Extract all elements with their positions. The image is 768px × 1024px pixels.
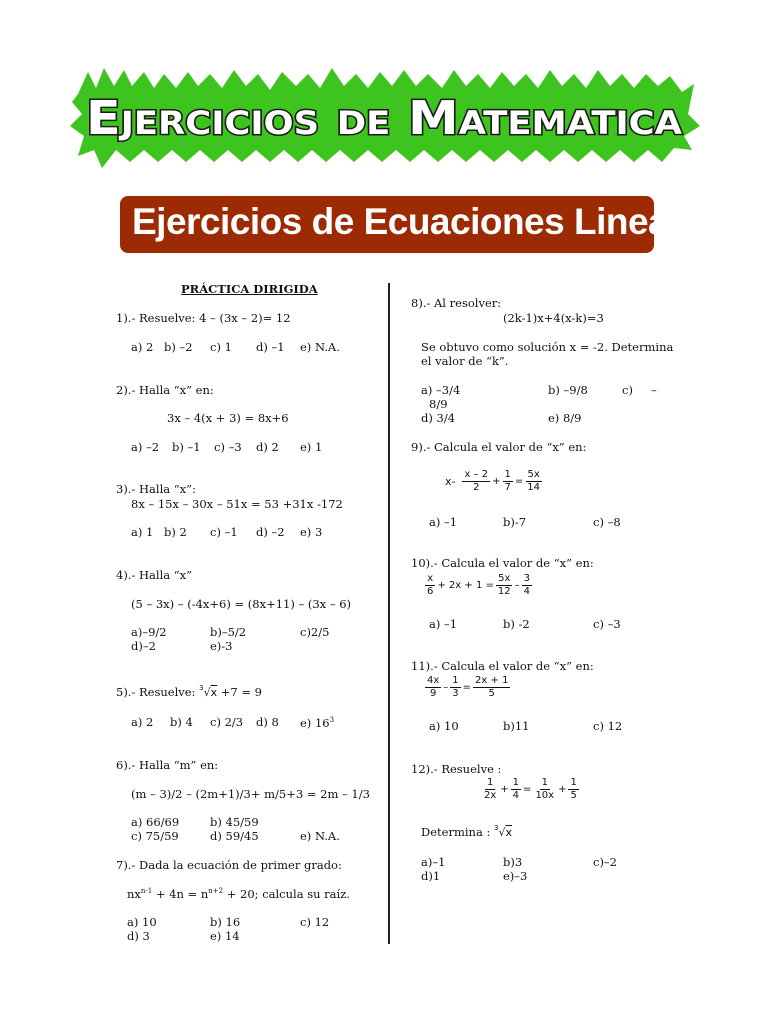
option-11c: c) 12 [593,719,623,733]
frac-denominator: 5 [488,687,495,699]
option-6b: b) 45/59 [210,815,259,829]
determina-line [421,826,512,840]
option-4a: a)–9/2 [131,625,167,639]
frac-denominator: 2 [473,481,480,493]
option-7b: b) 16 [210,915,241,929]
option-9c: c) –8 [593,515,621,529]
frac-denominator: 14 [527,481,541,493]
option-3e: e) 3 [300,525,323,539]
option-2d: d) 2 [256,440,279,454]
question-2: 2).- Halla “x” en: [116,383,214,397]
cube-root: $^3$√x [199,684,218,699]
frac-numerator: 1 [570,777,577,788]
frac-denominator: 10x [535,789,555,801]
frac-denominator: 6 [427,585,434,597]
option-2a: a) –2 [131,440,160,454]
eq11-frac-1 [425,675,441,699]
frac-denominator: 2x [484,789,497,801]
frac-numerator: 3 [523,573,530,584]
option-8c: c) [622,383,633,397]
option-8e: e) 8/9 [548,411,582,425]
option-7a: a) 10 [127,915,157,929]
option-12c: c)–2 [593,855,617,869]
frac-denominator: 9 [429,687,437,699]
option-3d: d) –2 [256,525,285,539]
option-10b: b) -2 [503,617,530,631]
equation-6: (m – 3)/2 – (2m+1)/3+ m/5+3 = 2m – 1/3 [131,787,370,801]
radicand: x [505,826,512,839]
equation-2: 3x – 4(x + 3) = 8x+6 [167,411,289,425]
question-5-tail: +7 = 9 [220,685,262,699]
root-index: 3 [493,824,499,832]
option-3c: c) –1 [210,525,238,539]
option-6e: e) N.A. [300,829,340,843]
question-7: 7).- Dada la ecuación de primer grado: [116,858,342,872]
option-8a: a) –3/4 [421,383,461,397]
frac-numerator: 5x [527,469,540,480]
column-divider [388,283,390,944]
eq7-exp-2: n+2 [208,887,224,895]
frac-numerator: 2x + 1 [475,675,509,686]
option-2c: c) –3 [214,440,242,454]
option-1d: d) –1 [256,340,285,354]
eq10-frac-2 [496,573,513,597]
option-5e [300,716,334,731]
option-12d: d)1 [421,869,441,883]
option-4e: e)-3 [210,639,233,653]
eq10-frac-3 [522,573,532,597]
eq11-frac-2 [450,675,460,699]
section-heading: PRÁCTICA DIRIGIDA [181,282,318,296]
eq11-minus: – [443,681,449,693]
question-10: 10).- Calcula el valor de “x” en: [411,556,594,570]
frac-numerator: 4x [427,675,440,686]
option-11b: b)11 [503,719,530,733]
eq7-exp-1: n-1 [140,887,153,895]
question-8: 8).- Al resolver: [411,296,502,310]
eq10-frac-1 [425,573,435,597]
frac-denominator: 4 [512,789,520,801]
option-2e: e) 1 [300,440,323,454]
option-5b: b) 4 [170,715,193,729]
text-8-line1: Se obtuvo como solución x = -2. Determina [421,340,674,354]
option-10a: a) –1 [429,617,458,631]
question-3: 3).- Halla “x”: [116,482,196,496]
eq7-part-b: + 4n = n [152,886,209,901]
logo-banner [64,64,704,174]
question-11: 11).- Calcula el valor de “x” en: [411,659,594,673]
option-9a: a) –1 [429,515,458,529]
eq11-equals: = [462,681,472,693]
eq12-plus-2: + [558,783,567,795]
option-4b: b)–5/2 [210,625,247,639]
option-7d: d) 3 [127,929,150,943]
frac-numerator: 1 [541,777,548,788]
frac-denominator: 12 [497,585,511,597]
option-12a: a)–1 [421,855,446,869]
option-1e: e) N.A. [300,340,340,354]
option-4d: d)–2 [131,639,156,653]
option-6c: c) 75/59 [131,829,179,843]
eq12-frac-2 [511,777,521,801]
option-8c-sign: – [651,383,657,397]
frac-numerator: x – 2 [464,469,489,480]
option-9b: b)-7 [503,515,527,529]
logo-text: Ejercicios de Matematica [86,91,683,145]
frac-denominator: 5 [570,789,577,801]
question-5-label: 5).- Resuelve: [116,685,196,699]
eq9-lead: x- [445,474,456,488]
eq11-frac-3 [473,675,510,699]
question-5 [116,686,262,700]
frac-denominator: 3 [452,687,459,699]
eq9-equals: = [514,475,524,487]
eq10-middle: + 2x + 1 = [437,579,494,591]
question-12: 12).- Resuelve : [411,762,502,776]
frac-numerator: 1 [512,777,520,788]
option-5d: d) 8 [256,715,279,729]
question-6: 6).- Halla “m” en: [116,758,219,772]
option-11a: a) 10 [429,719,459,733]
equation-4: (5 – 3x) – (-4x+6) = (8x+11) – (3x – 6) [131,597,352,611]
equation-11 [424,675,511,699]
option-12e: e)–3 [503,869,528,883]
option-6a: a) 66/69 [131,815,180,829]
equation-8: (2k-1)x+4(x-k)=3 [503,311,604,325]
question-1: 1).- Resuelve: 4 – (3x – 2)= 12 [116,311,291,325]
option-8b: b) –9/8 [548,383,588,397]
frac-numerator: 1 [486,777,494,788]
frac-denominator: 7 [504,481,511,493]
eq12-plus-1: + [500,783,509,795]
question-9: 9).- Calcula el valor de “x” en: [411,440,587,454]
frac-numerator: 1 [504,469,511,480]
question-4: 4).- Halla “x” [116,568,192,582]
frac-numerator: x [427,573,434,584]
equation-9 [444,469,543,493]
text-8-line2: el valor de “k”. [421,354,509,368]
option-7c: c) 12 [300,915,330,929]
equation-7 [127,887,350,902]
option-5c: c) 2/3 [210,715,244,729]
option-10c: c) –3 [593,617,621,631]
option-8d: d) 3/4 [421,411,456,425]
option-12b: b)3 [503,855,523,869]
eq9-frac-3 [525,469,542,493]
equation-10 [424,573,533,597]
option-1c: c) 1 [210,340,232,354]
eq7-part-c: + 20; calcula su raíz. [223,886,350,901]
eq10-minus: – [514,579,520,591]
option-3a: a) 1 [131,525,154,539]
option-4c: c)2/5 [300,625,330,639]
option-8c-value: 8/9 [429,397,448,411]
option-5e-exponent: 3 [329,716,335,724]
option-5a: a) 2 [131,715,154,729]
eq12-equals: = [523,783,532,795]
option-7e: e) 14 [210,929,240,943]
eq9-frac-2 [503,469,513,493]
frac-numerator: 5x [498,573,511,584]
option-6d: d) 59/45 [210,829,259,843]
radicand: x [210,686,218,699]
equation-3: 8x – 15x – 30x – 51x = 53 +31x -172 [131,497,343,511]
eq12-frac-3 [533,777,556,801]
option-1b: b) –2 [164,340,193,354]
frac-numerator: 1 [452,675,459,686]
option-2b: b) –1 [172,440,201,454]
eq12-frac-1 [482,777,498,801]
page-title: Ejercicios de Ecuaciones Lineales [132,201,719,242]
root-index: 3 [199,684,204,692]
frac-denominator: 4 [523,585,530,597]
eq9-plus: + [492,475,501,487]
eq7-part-a: nx [127,886,141,901]
equation-12 [481,777,580,801]
eq9-frac-1 [462,469,490,493]
cube-root: $^3$√x [493,824,512,839]
eq12-frac-4 [568,777,578,801]
option-3b: b) 2 [164,525,187,539]
option-5e-text: e) 16 [300,715,330,730]
option-1a: a) 2 [131,340,154,354]
determina-label: Determina : [421,825,491,839]
